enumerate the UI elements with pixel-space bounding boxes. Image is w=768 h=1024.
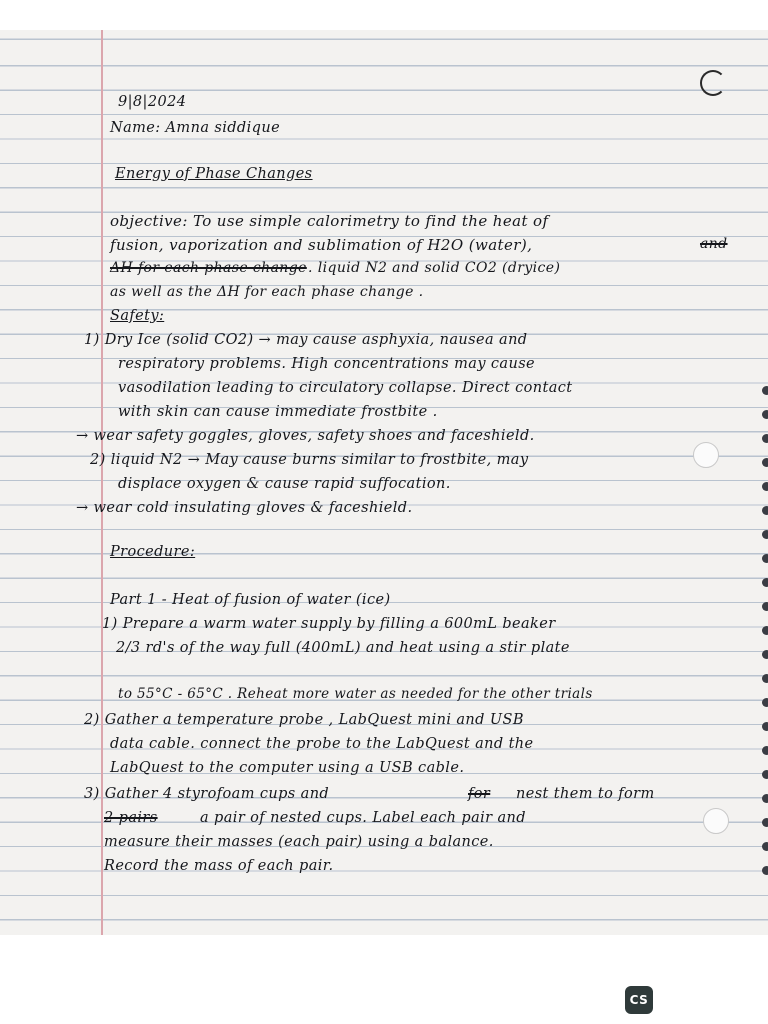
safety-2-line-3: → wear cold insulating gloves & faceshield. <box>76 500 413 516</box>
step-3-line-2b: a pair of nested cups. Label each pair and <box>200 810 526 826</box>
spiral-hole-icon <box>762 818 768 827</box>
safety-1-line-5: → wear safety goggles, gloves, safety shoes and faceshield. <box>76 428 535 444</box>
spiral-hole-icon <box>762 482 768 491</box>
camscanner-badge <box>625 986 653 1014</box>
spiral-hole-icon <box>762 506 768 515</box>
spiral-hole-icon <box>762 722 768 731</box>
spiral-hole-icon <box>762 530 768 539</box>
spiral-hole-icon <box>762 410 768 419</box>
objective-line-1: objective: To use simple calorimetry to find the heat of <box>110 212 549 230</box>
spiral-hole-icon <box>762 866 768 875</box>
step-3-line-3: measure their masses (each pair) using a balance. <box>104 834 494 850</box>
objective-line-4: as well as the ΔH for each phase change . <box>110 284 424 300</box>
safety-2-line-1: 2) liquid N2 → May cause burns similar to frostbite, may <box>90 452 529 468</box>
spiral-hole-icon <box>762 554 768 563</box>
spiral-hole-icon <box>762 602 768 611</box>
step-1-line-3: to 55°C - 65°C . Reheat more water as needed for the other trials <box>118 686 593 702</box>
part-1-heading: Part 1 - Heat of fusion of water (ice) <box>110 592 391 608</box>
objective-line-3a-struck: ΔH for each phase change <box>110 260 307 276</box>
step-1-line-1: 1) Prepare a warm water supply by filling a 600mL beaker <box>102 616 556 632</box>
notebook-page <box>0 30 768 935</box>
safety-2-line-2: displace oxygen & cause rapid suffocation. <box>118 476 451 492</box>
step-3-line-2a-struck: 2 pairs <box>104 810 158 826</box>
date-line: 9|8|2024 <box>118 94 187 110</box>
binder-hole-icon <box>703 808 729 834</box>
spiral-hole-icon <box>762 674 768 683</box>
procedure-heading: Procedure: <box>110 544 196 560</box>
step-3-line-1b-struck: for <box>468 786 491 802</box>
safety-1-line-2: respiratory problems. High concentrations may cause <box>118 356 536 372</box>
safety-1-line-3: vasodilation leading to circulatory collapse. Direct contact <box>118 380 573 396</box>
spiral-hole-icon <box>762 578 768 587</box>
binder-hole-icon <box>693 442 719 468</box>
spiral-hole-icon <box>762 434 768 443</box>
step-2-line-2: data cable. connect the probe to the LabQuest and the <box>110 736 534 752</box>
safety-1-line-4: with skin can cause immediate frostbite . <box>118 404 438 420</box>
step-2-line-3: LabQuest to the computer using a USB cable. <box>110 760 465 776</box>
spiral-hole-icon <box>762 746 768 755</box>
spiral-hole-icon <box>762 650 768 659</box>
spiral-hole-icon <box>762 842 768 851</box>
safety-1-line-1: 1) Dry Ice (solid CO2) → may cause asphyxia, nausea and <box>84 332 528 348</box>
spiral-hole-icon <box>762 386 768 395</box>
step-2-line-1: 2) Gather a temperature probe , LabQuest mini and USB <box>84 712 524 728</box>
spiral-hole-icon <box>762 770 768 779</box>
spiral-holes <box>756 30 768 935</box>
step-3-line-1c: nest them to form <box>516 786 655 802</box>
spiral-hole-icon <box>762 698 768 707</box>
spiral-hole-icon <box>762 458 768 467</box>
step-3-line-1a: 3) Gather 4 styrofoam cups and <box>84 786 330 802</box>
page-title: Energy of Phase Changes <box>115 166 313 182</box>
objective-line-2b-struck: and <box>700 236 728 252</box>
name-line: Name: Amna siddique <box>110 120 281 136</box>
objective-line-2a: fusion, vaporization and sublimation of H2O (water), <box>110 236 533 254</box>
corner-scribble-icon <box>700 70 726 96</box>
objective-line-3b: . liquid N2 and solid CO2 (dryice) <box>308 260 561 276</box>
safety-heading: Safety: <box>110 308 165 324</box>
step-1-line-2: 2/3 rd's of the way full (400mL) and heat using a stir plate <box>116 640 570 656</box>
step-3-line-4: Record the mass of each pair. <box>104 858 334 874</box>
spiral-hole-icon <box>762 626 768 635</box>
spiral-hole-icon <box>762 794 768 803</box>
camscanner-badge-label: CS <box>629 993 649 1007</box>
